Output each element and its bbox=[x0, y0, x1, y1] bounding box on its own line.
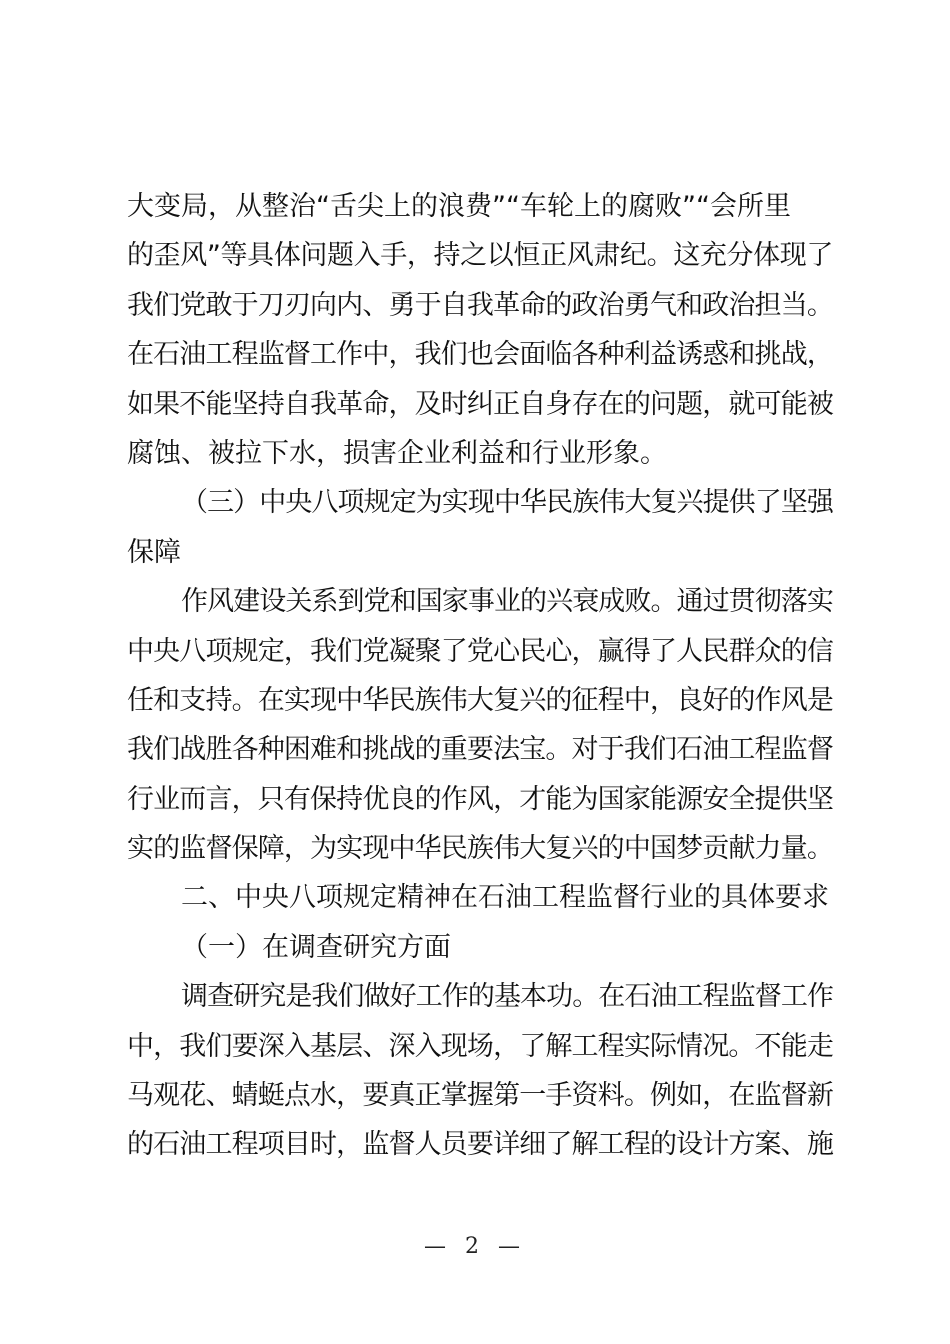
text-line: 调查研究是我们做好工作的基本功。在石油工程监督工作 bbox=[181, 981, 833, 1013]
text-line: 作风建设关系到党和国家事业的兴衰成败。通过贯彻落实 bbox=[181, 586, 833, 618]
text-line: 任和支持。在实现中华民族伟大复兴的征程中，良好的作风是 bbox=[127, 684, 833, 716]
text-line: 实的监督保障，为实现中华民族伟大复兴的中国梦贡献力量。 bbox=[127, 833, 833, 865]
text-line: 的石油工程项目时，监督人员要详细了解工程的设计方案、施 bbox=[127, 1129, 833, 1161]
text-line: 如果不能坚持自我革命，及时纠正自身存在的问题，就可能被 bbox=[127, 388, 833, 420]
text-line: 腐蚀、被拉下水，损害企业利益和行业形象。 bbox=[127, 437, 667, 469]
text-line: 在石油工程监督工作中，我们也会面临各种利益诱惑和挑战， bbox=[127, 339, 833, 371]
page-number: — 2 — bbox=[424, 1234, 526, 1259]
text-line: 中央八项规定，我们党凝聚了党心民心，赢得了人民群众的信 bbox=[127, 635, 833, 667]
chapter-heading-2: 二、中央八项规定精神在石油工程监督行业的具体要求 bbox=[181, 882, 829, 914]
text-line: 的歪风”等具体问题入手，持之以恒正风肃纪。这充分体现了 bbox=[127, 240, 833, 272]
text-line: 马观花、蜻蜓点水，要真正掌握第一手资料。例如，在监督新 bbox=[127, 1080, 833, 1112]
body-text bbox=[127, 182, 833, 1170]
text-line: 我们党敢于刀刃向内、勇于自我革命的政治勇气和政治担当。 bbox=[127, 289, 833, 321]
text-line: 中，我们要深入基层、深入现场，了解工程实际情况。不能走 bbox=[127, 1030, 833, 1062]
text-line: 大变局，从整治“舌尖上的浪费”“车轮上的腐败”“会所里 bbox=[127, 191, 791, 222]
section-heading-3: （三）中央八项规定为实现中华民族伟大复兴提供了坚强 bbox=[181, 487, 833, 519]
section-heading-1: （一）在调查研究方面 bbox=[181, 931, 451, 963]
text-line: 我们战胜各种困难和挑战的重要法宝。对于我们石油工程监督 bbox=[127, 734, 833, 766]
section-heading-3-continued: 保障 bbox=[127, 536, 181, 568]
text-line: 行业而言，只有保持优良的作风，才能为国家能源安全提供坚 bbox=[127, 783, 833, 815]
